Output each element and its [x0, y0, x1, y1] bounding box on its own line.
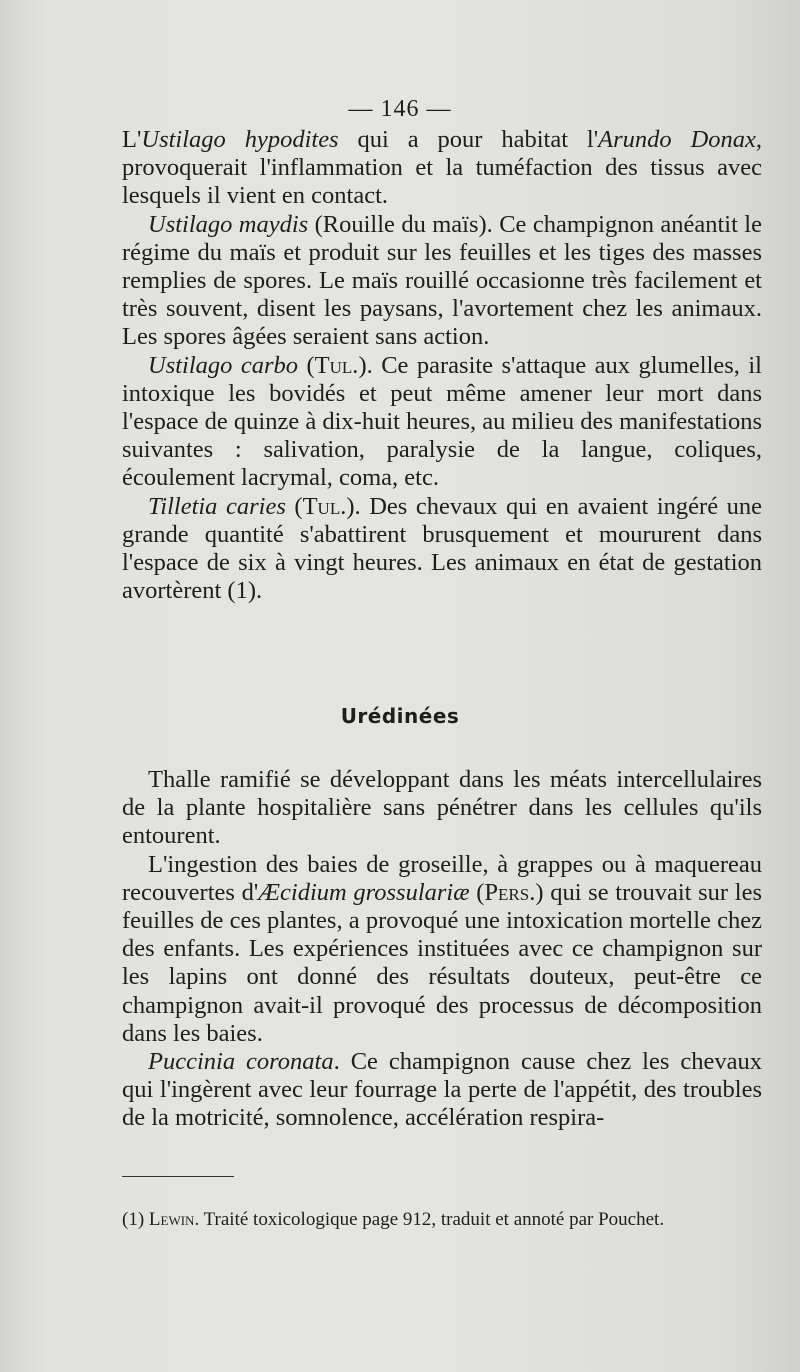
- italic-term: Ustilago carbo: [148, 351, 299, 379]
- text-run: . Ce champignon cause chez les chevaux qui l'ingèrent avec leur fourrage la perte de l'appétit, des troubles de la motricité, somnolence, accélération respira-: [122, 1048, 762, 1132]
- italic-term: Ustilago hypodites: [141, 126, 339, 153]
- italic-term: Tilletia caries: [148, 492, 286, 520]
- text-run: ). Ce parasite s'attaque aux glumelles, il intoxique les bovidés et peut même amener leur mort dans l'espace de quinze à dix-huit heures, au milieu des manifestations suivantes : salivation, paralysie de la langue, coliques, écoulement lacrymal, coma, etc.: [122, 351, 762, 492]
- footnote-divider: [122, 1176, 234, 1177]
- text-run: L': [122, 126, 142, 153]
- text-run: (Rouille du maïs). Ce champignon anéantit le régime du maïs et produit sur les feuilles et les tiges des masses remplies de spores. Le maïs rouillé occasionne très facilement et très souvent, disent les paysans, l'avortement chez les animaux. Les spores âgées seraient sans action.: [122, 210, 762, 351]
- author-abbrev: Tul.: [302, 492, 347, 520]
- paragraph: [122, 126, 762, 211]
- text-run: ) qui se trouvait sur les feuilles de ces plantes, a provoqué une intoxication mortelle chez des enfants. Les expériences instituées avec ce champignon sur les lapins ont donné des résultats douteux, peut-être ce champignon avait-il provoqué des processus de décomposition dans les baies.: [122, 878, 762, 1047]
- footnote-text: [122, 1209, 762, 1231]
- author-abbrev: Tul.: [314, 351, 359, 379]
- text-run: (: [298, 351, 315, 379]
- page-number: — 146 —: [348, 96, 452, 122]
- italic-term: Æcidium grossulariæ: [258, 878, 470, 906]
- text-run: (: [285, 492, 303, 520]
- italic-term: Ustilago maydis: [148, 210, 309, 238]
- paragraph: [122, 493, 762, 606]
- text-run: ). Des chevaux qui en avaient ingéré une grande quantité s'abattirent brusquement et moururent dans l'espace de six à vingt heures. Les animaux en état de gestation avortèrent (1).: [122, 492, 763, 605]
- paragraph: [122, 352, 762, 493]
- text-run: , provoquerait l'inflammation et la tuméfaction des tissus avec lesquels il vient en contact.: [122, 126, 763, 210]
- paragraph: [122, 211, 762, 352]
- author-abbrev: Lewin: [148, 1209, 195, 1230]
- footnote: [122, 1190, 762, 1250]
- paragraph: [122, 1048, 762, 1133]
- text-run: Thalle ramifié se développant dans les méats intercellulaires de la plante hospitalière sans pénétrer dans les cellules qu'ils entourent.: [122, 766, 762, 850]
- text-run: L'ingestion des baies de groseille, à grappes ou à maquereau recouvertes d': [122, 850, 762, 906]
- text-run: . Traité toxicologique page 912, traduit et annoté par Pouchet.: [194, 1209, 665, 1230]
- paragraph: [122, 766, 762, 851]
- text-run: qui a pour habitat l': [338, 126, 599, 153]
- text-block-uredinees: [122, 766, 762, 1133]
- author-abbrev: Pers.: [484, 878, 536, 906]
- text-block-ustilaginees: [122, 126, 762, 605]
- text-run: (1): [122, 1209, 149, 1230]
- paragraph: [122, 851, 762, 1048]
- section-heading: Urédinées: [340, 704, 460, 728]
- italic-term: Arundo Donax: [598, 126, 756, 153]
- text-run: (: [469, 878, 485, 906]
- italic-term: Puccinia coronata: [148, 1048, 334, 1076]
